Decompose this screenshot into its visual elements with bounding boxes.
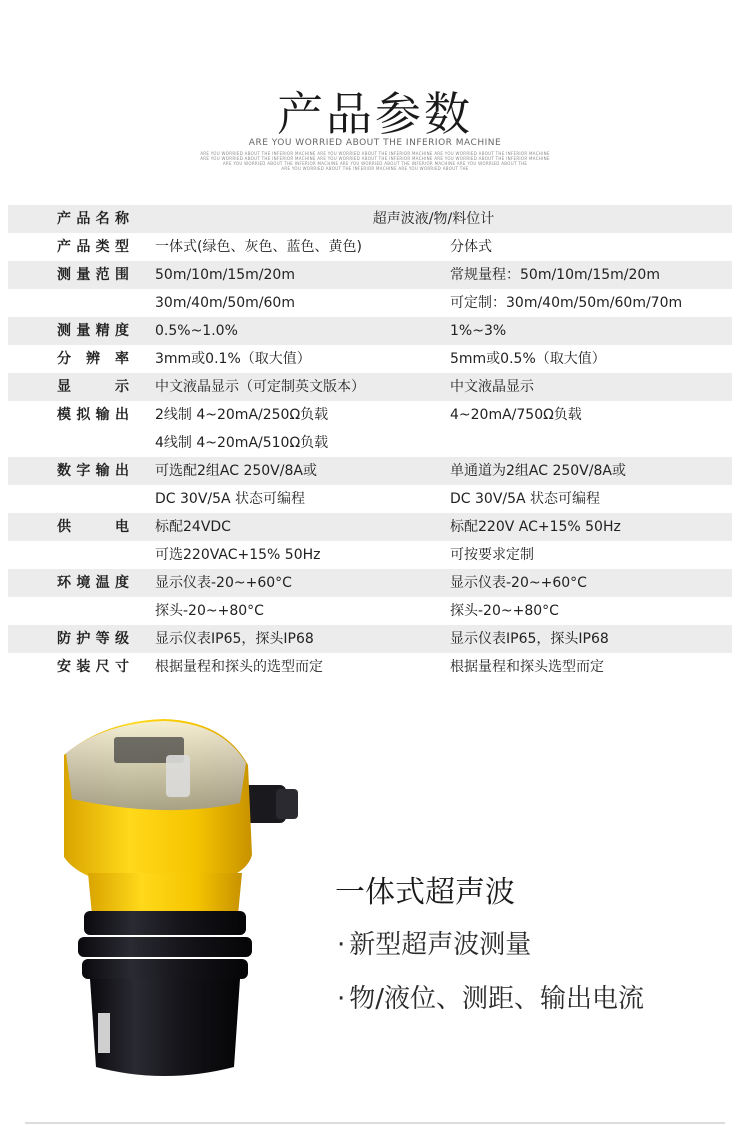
spec-label: 测量范围	[57, 267, 129, 283]
spec-label: 防护等级	[57, 631, 129, 647]
spec-value-integrated: 一体式(绿色、灰色、蓝色、黄色)	[155, 239, 362, 255]
page-title: 产品参数	[277, 87, 473, 141]
spec-table	[8, 205, 732, 681]
feature-item-text: 新型超声波测量	[349, 930, 532, 960]
spec-value-split: 根据量程和探头选型而定	[450, 659, 604, 675]
spec-value-integrated: 标配24VDC	[155, 519, 231, 535]
spec-row	[8, 317, 732, 345]
spec-value: 超声波液/物/料位计	[372, 211, 495, 227]
spec-label: 模拟输出	[57, 407, 129, 423]
spec-label: 产品名称	[57, 211, 129, 227]
product-image	[44, 715, 316, 1087]
spec-row	[8, 625, 732, 653]
spec-label: 测量精度	[57, 323, 129, 339]
spec-label: 产品类型	[57, 239, 129, 255]
spec-value-integrated: 2线制 4~20mA/250Ω负载	[155, 407, 329, 423]
page-subtitle: ARE YOU WORRIED ABOUT THE INFERIOR MACHINE	[248, 138, 502, 148]
spec-row	[8, 653, 732, 681]
spec-value-integrated: 根据量程和探头的选型而定	[155, 659, 323, 675]
spec-value-integrated: DC 30V/5A 状态可编程	[155, 491, 306, 507]
spec-value-integrated: 中文液晶显示（可定制英文版本）	[155, 379, 365, 395]
spec-value-split: 分体式	[450, 239, 492, 255]
feature-heading: 一体式超声波	[335, 875, 515, 910]
feature-item-text: 物/液位、测距、输出电流	[349, 984, 645, 1014]
spec-label: 显示	[57, 379, 129, 395]
spec-row	[8, 205, 732, 233]
spec-value-split: 显示仪表-20~+60°C	[450, 575, 587, 591]
spec-row	[8, 513, 732, 541]
fine-print-line: ARE YOU WORRIED ABOUT THE INFERIOR MACHINE ARE YOU WORRIED ABOUT THE INFERIOR MACHINE ARE YOU WORRIED ABOUT THE	[222, 161, 528, 166]
spec-value-integrated: 4线制 4~20mA/510Ω负载	[155, 435, 329, 451]
spec-value-split: 4~20mA/750Ω负载	[450, 407, 582, 423]
spec-label: 数字输出	[57, 463, 129, 479]
spec-value-integrated: 50m/10m/15m/20m	[155, 267, 295, 283]
spec-row	[8, 541, 732, 569]
feature-item	[337, 924, 531, 961]
bullet-icon: ·	[337, 930, 346, 960]
spec-row	[8, 233, 732, 261]
spec-label: 安装尺寸	[57, 659, 129, 675]
spec-value-split: 显示仪表IP65，探头IP68	[450, 631, 609, 647]
spec-row	[8, 485, 732, 513]
divider	[25, 1122, 725, 1124]
spec-row	[8, 429, 732, 457]
spec-value-split: 5mm或0.5%（取大值）	[450, 351, 606, 367]
feature-item	[337, 978, 644, 1015]
spec-value-split: 探头-20~+80°C	[450, 603, 559, 619]
fine-print-line: ARE YOU WORRIED ABOUT THE INFERIOR MACHINE ARE YOU WORRIED ABOUT THE	[281, 166, 469, 171]
spec-label: 环境温度	[57, 575, 129, 591]
spec-value-split: 可定制：30m/40m/50m/60m/70m	[450, 295, 683, 311]
spec-value-integrated: 可选220VAC+15% 50Hz	[155, 547, 321, 563]
spec-value-integrated: 3mm或0.1%（取大值）	[155, 351, 311, 367]
fine-print-line: ARE YOU WORRIED ABOUT THE INFERIOR MACHINE ARE YOU WORRIED ABOUT THE INFERIOR MACHINE ARE YOU WORRIED ABOUT THE INFERIOR MACHINE	[200, 156, 550, 161]
spec-row	[8, 261, 732, 289]
spec-label: 供电	[57, 519, 129, 535]
spec-row	[8, 569, 732, 597]
spec-row	[8, 289, 732, 317]
spec-value-split: 常规量程：50m/10m/15m/20m	[450, 267, 660, 283]
fine-print-line: ARE YOU WORRIED ABOUT THE INFERIOR MACHINE ARE YOU WORRIED ABOUT THE INFERIOR MACHINE ARE YOU WORRIED ABOUT THE INFERIOR MACHINE	[200, 151, 550, 156]
spec-value-integrated: 0.5%~1.0%	[155, 323, 238, 339]
spec-value-split: 1%~3%	[450, 323, 507, 339]
spec-value-integrated: 显示仪表IP65，探头IP68	[155, 631, 314, 647]
spec-row	[8, 345, 732, 373]
spec-label: 分辨率	[57, 351, 129, 367]
spec-value-integrated: 可选配2组AC 250V/8A或	[155, 463, 317, 479]
spec-value-split: 标配220V AC+15% 50Hz	[450, 519, 621, 535]
spec-value-split: DC 30V/5A 状态可编程	[450, 491, 601, 507]
spec-value-integrated: 显示仪表-20~+60°C	[155, 575, 292, 591]
spec-value-integrated: 探头-20~+80°C	[155, 603, 264, 619]
spec-row	[8, 373, 732, 401]
spec-row	[8, 597, 732, 625]
bullet-icon: ·	[337, 984, 346, 1014]
spec-value-split: 单通道为2组AC 250V/8A或	[450, 463, 626, 479]
spec-row	[8, 457, 732, 485]
spec-value-split: 中文液晶显示	[450, 379, 534, 395]
spec-row	[8, 401, 732, 429]
spec-value-split: 可按要求定制	[450, 547, 534, 563]
spec-value-integrated: 30m/40m/50m/60m	[155, 295, 295, 311]
